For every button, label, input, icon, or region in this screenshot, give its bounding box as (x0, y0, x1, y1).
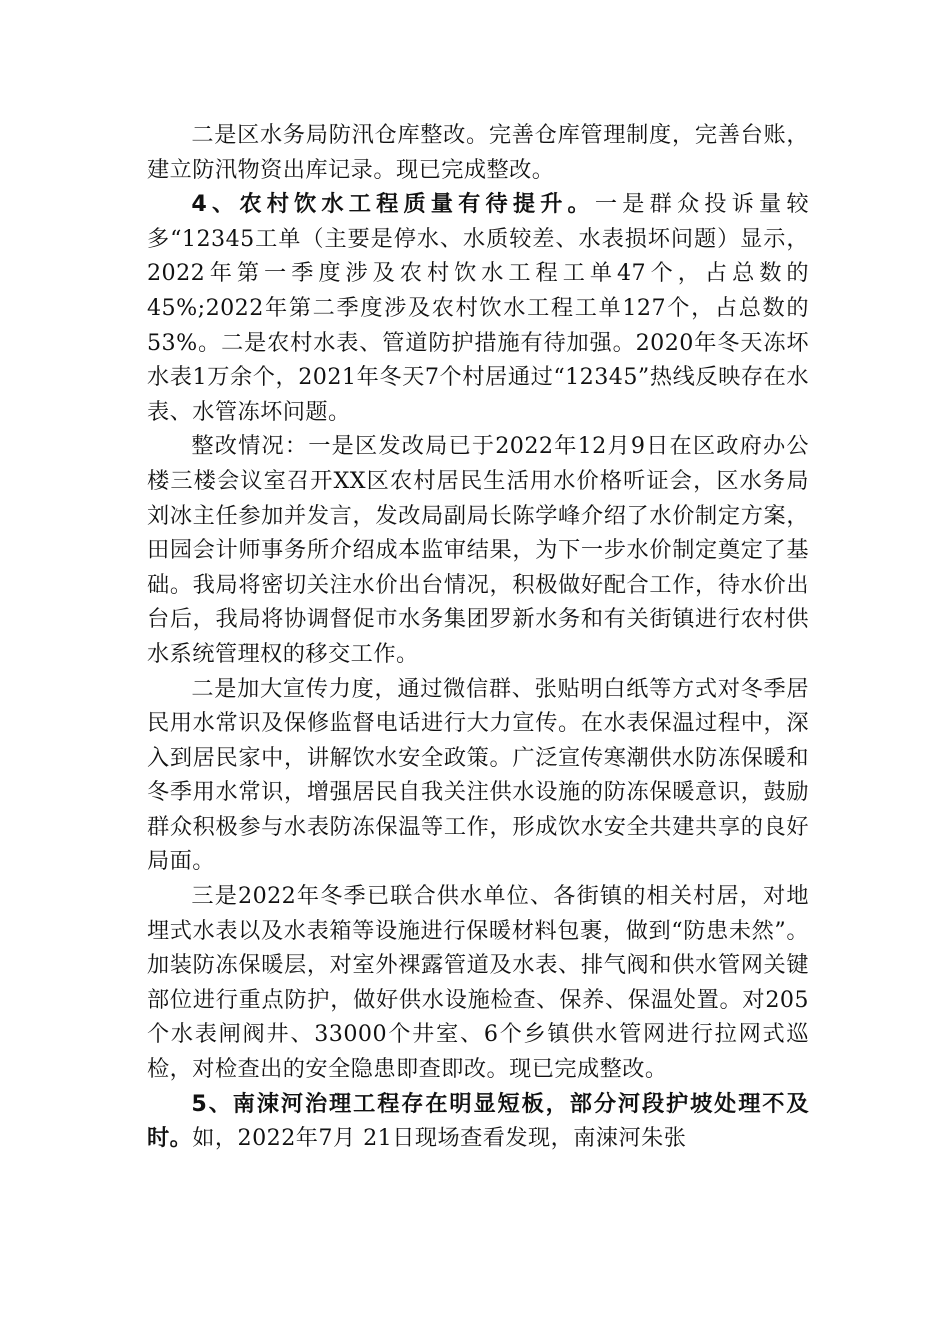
paragraph-lead: 5、南涑河治理工程存在明显短板，部分河段护坡处理不及时。 (147, 1090, 809, 1152)
paragraph-river-governance (147, 1087, 809, 1156)
paragraph-body: 二是区水务局防汛仓库整改。完善仓库管理制度，完善台账，建立防汛物资出库记录。现已完成整改。 (147, 122, 809, 183)
paragraph-rural-water-quality (147, 187, 809, 429)
paragraph-body: 三是2022年冬季已联合供水单位、各街镇的相关村居，对地埋式水表以及水表箱等设施进行保暖材料包裹，做到“防患未然”。 加装防冻保暖层，对室外裸露管道及水表、排气阀和供水管网关键部位进行重点防护，做好供水设施检查、保养、保温处置。对205个水表闸阀井、33000个井室、6个乡镇供水管网进行拉网式巡检，对检查出的安全隐患即查即改。现已完成整改。 (147, 883, 809, 1083)
paragraph-body: 一是群众投诉量较多“12345工单（主要是停水、水质较差、水表损坏问题）显示， 2022年第一季度涉及农村饮水工程工单47个，占总数的45%;2022年第二季度涉及农村饮水工程工单127个，占总数的53%。二是农村水表、管道防护措施有待加强。2020年冬天冻坏水表1万余个，2021年冬天7个村居通过“12345”热线反映存在水表、水管冻坏问题。 (147, 191, 810, 425)
document-page (147, 118, 809, 1156)
paragraph-body: 二是加大宣传力度，通过微信群、张贴明白纸等方式对冬季居民用水常识及保修监督电话进行大力宣传。在水表保温过程中，深入到居民家中，讲解饮水安全政策。广泛宣传寒潮供水防冻保暖和冬季用水常识，增强居民自我关注供水设施的防冻保暖意识，鼓励群众积极参与水表防冻保温等工作，形成饮水安全共建共享的良好局面。 (147, 675, 809, 875)
paragraph-warehouse-rectification (147, 118, 809, 187)
paragraph-body: 整改情况：一是区发改局已于2022年12月9日在区政府办公楼三楼会议室召开XX区农村居民生活用水价格听证会，区水务局刘冰主任参加并发言，发改局副局长陈学峰介绍了水价制定方案，田园会计师事务所介绍成本监审结果，为下一步水价制定奠定了基础。我局将密切关注水价出台情况，积极做好配合工作，待水价出台后，我局将协调督促市水务集团罗新水务和有关街镇进行农村供水系统管理权的移交工作。 (147, 433, 809, 667)
paragraph-winter-protection (147, 879, 809, 1087)
paragraph-rectification-status (147, 429, 809, 671)
paragraph-body: 如，2022年7月 21日现场查看发现，南涑河朱张 (192, 1125, 687, 1152)
paragraph-lead: 4、农村饮水工程质量有待提升。 (191, 191, 595, 218)
paragraph-publicity (147, 672, 809, 880)
